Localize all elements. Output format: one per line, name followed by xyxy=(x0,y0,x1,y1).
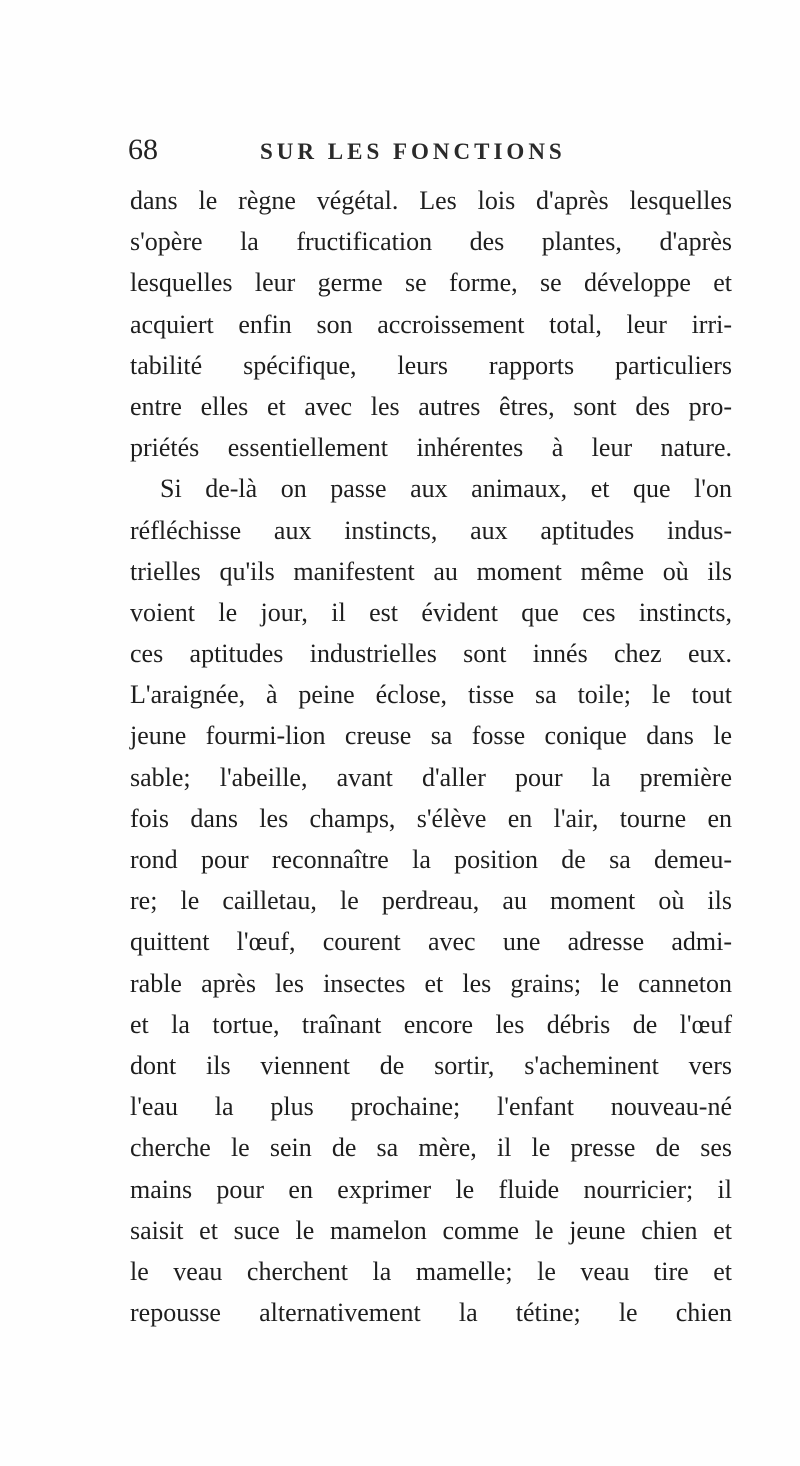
text-line: dont ils viennent de sortir, s'acheminent vers xyxy=(130,1050,732,1080)
body-text xyxy=(130,180,732,1333)
page-header xyxy=(128,130,728,170)
text-line: dans le règne végétal. Les lois d'après lesquelles xyxy=(130,186,732,215)
text-line: et la tortue, traînant encore les débris de l'œuf xyxy=(130,1009,732,1039)
text-line: s'opère la fructification des plantes, d'après xyxy=(130,227,732,257)
text-line: priétés essentiellement inhérentes à leur nature. xyxy=(130,433,732,463)
text-line: voient le jour, il est évident que ces instincts, xyxy=(130,597,732,627)
text-line: repousse alternativement la tétine; le chien xyxy=(130,1298,732,1328)
text-line: saisit et suce le mamelon comme le jeune chien et xyxy=(130,1215,732,1245)
text-line: le veau cherchent la mamelle; le veau tire et xyxy=(130,1256,732,1286)
text-line: lesquelles leur germe se forme, se développe et xyxy=(130,268,732,298)
text-line: trielles qu'ils manifestent au moment même où ils xyxy=(130,556,732,586)
text-line: sable; l'abeille, avant d'aller pour la première xyxy=(130,762,732,792)
text-line: Si de-là on passe aux animaux, et que l'on xyxy=(160,474,732,504)
text-line: cherche le sein de sa mère, il le presse de ses xyxy=(130,1133,732,1163)
text-line: fois dans les champs, s'élève en l'air, tourne en xyxy=(130,803,732,833)
text-line: l'eau la plus prochaine; l'enfant nouveau-né xyxy=(130,1092,732,1122)
text-line: rond pour reconnaître la position de sa demeu- xyxy=(130,845,732,874)
text-line: quittent l'œuf, courent avec une adresse admi- xyxy=(130,927,732,957)
running-title: SUR LES FONCTIONS xyxy=(260,139,566,164)
text-line: rable après les insectes et les grains; le canneton xyxy=(130,968,732,998)
text-line: jeune fourmi-lion creuse sa fosse conique dans le xyxy=(130,721,732,751)
text-line: acquiert enfin son accroissement total, leur irri- xyxy=(130,309,732,339)
text-line: mains pour en exprimer le fluide nourricier; il xyxy=(130,1174,732,1204)
text-line: ces aptitudes industrielles sont innés chez eux. xyxy=(130,639,732,669)
text-line: re; le cailletau, le perdreau, au moment où ils xyxy=(130,886,732,916)
text-line: L'araignée, à peine éclose, tisse sa toile; le tout xyxy=(130,680,732,710)
page-number: 68 xyxy=(128,133,158,166)
text-line: tabilité spécifique, leurs rapports particuliers xyxy=(130,350,732,380)
text-line: réfléchisse aux instincts, aux aptitudes indus- xyxy=(130,515,732,545)
text-line: entre elles et avec les autres êtres, sont des pro- xyxy=(130,391,732,421)
